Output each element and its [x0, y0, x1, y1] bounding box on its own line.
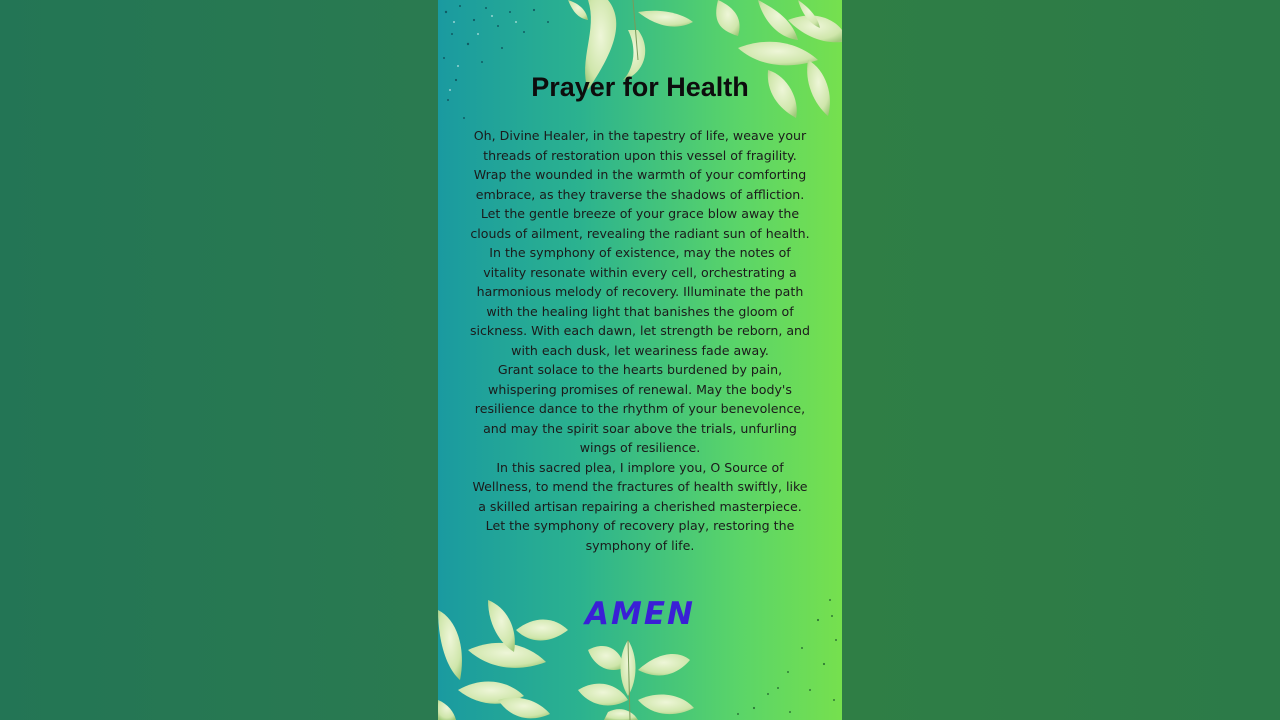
prayer-paragraph: In this sacred plea, I implore you, O Source of Wellness, to mend the fractures of health swiftly, like a skilled artisan repairing a cherished masterpiece. Let the symphony of recovery play, restoring the symphony of life. — [472, 459, 808, 553]
left-blurred-backdrop — [0, 0, 438, 720]
bottom-center-leaf-cluster — [578, 640, 694, 720]
prayer-paragraph: Grant solace to the hearts burdened by pain, whispering promises of renewal. May the body's resilience dance to the rhythm of your benevolence, and may the spirit soar above the trials, unfurling wings of resilience. — [474, 362, 806, 455]
page-title: Prayer for Health — [531, 72, 749, 102]
closing-amen: AMEN — [585, 596, 695, 632]
prayer-card — [438, 0, 842, 720]
right-blurred-backdrop — [842, 0, 1280, 720]
prayer-paragraph: Oh, Divine Healer, in the tapestry of life, weave your threads of restoration upon this vessel of fragility. Wrap the wounded in the warmth of your comforting embrace, as they traverse the shadows of affliction. Let the gentle breeze of your grace blow away the clouds of ailment, revealing the radiant sun of health. In the symphony of existence, may the notes of vitality resonate within every cell, orchestrating a harmonious melody of recovery. Illuminate the path with the healing light that banishes the gloom of sickness. With each dawn, let strength be reborn, and with each dusk, let weariness fade away. — [469, 128, 811, 358]
prayer-body — [468, 126, 812, 555]
